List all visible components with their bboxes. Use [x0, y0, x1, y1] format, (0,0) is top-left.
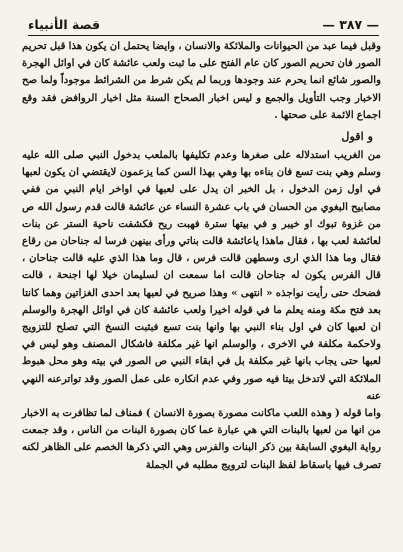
- page-header: [28, 10, 379, 36]
- page-number: — ٣٨٧ —: [322, 17, 379, 32]
- page-body: [22, 38, 381, 474]
- paragraph-1: وقبل فيما عبد من الحيوانات والملائكة والانسان ، وايضا يحتمل ان يكون هذا قبل تحريم الصور فان تحريم الصور كان عام الفتح على ما ثبت ولعب عائشة كان في اوائل الهجرة والصور شائع انما يحرم عند وجودها وربما لم يكن شرط من الشرائط موجوداً ولما صح الاخبار وجب التأويل والجمع و ليس اخبار الصحاح السنة مثل اخبار الروافض فقد وقع اجماع الائمة على صحتها .: [22, 40, 381, 121]
- paragraph-3: واما قوله ( وهذه اللعب ماكانت مصورة بصورة الانسان ) فمناف لما تظافرت به الاخبار من انها من لعبها بالبنات التي هي عبارة عما كان بصورة البنات من الناس ، وقد جمعت رواية البغوي السابقة بين ذكر البنات والفرس وهي التي ذكرها الخصم على الظاهر لكنه تصرف فيها باسقاط لفظ البنات لترويج مطلبه في الجملة: [22, 407, 381, 471]
- paragraph-2: من الغريب استدلاله على صغرها وعدم تكليفها بالملعب بدخول النبي صلى الله عليه وسلم وهي بنت تسع فان بناءه بها وهي بهذا السن كما يزعمون لايقتضي ان يكون لعبها في اول زمن الدخول ، بل الخبر ان يدل على لعبها في اواخر ايام النبي من ففي مصابيح البغوي من الحسان في باب عشرة النساء عن عائشة قالت قدم رسول الله ص من غزوة تبوك او خيبر و في بيتها سترة فهبت ريح فكشفت ناحية الستر عن بنات لعائشة لعب بها ، فقال ماهذا ياعائشة قالت بناتي ورأى بينهن فرسا له جناحان من رقاع فقال وما هذا الذي ارى وسطهن قالت فرس ، قال وما هذا الذي عليه قالت جناحان ، قال الفرس يكون له جناحان قالت اما سمعت ان لسليمان خيلا لها اجنحة ، قالت فضحك حتى رأيت نواجذه « انتهى » وهذا صريح في لعبها بعد احدى الغزاتين وهما كانتا بعد فتح مكة ومنه يعلم ما في قوله اخيرا ولعب عائشة كان في اوائل الهجرة والوسلم ان لعبها كان في اول بناء النبي بها وانها بنت تسع فبثبت النسخ التي تصلح للتزويج ولاحكمة مكلفة في الاخرى ، والوسلم انها غير مكلفة فاشكال المصنف وهو ليس في لعبها حتى يجاب بانها غير مكلفة بل في ابقاء النبي ص الصور في بيته وهو محل هبوط الملائكة التي لاتدخل بيتا فيه صور وفي عدم انكاره على عمل الصور وقد تواترعنه النهي عنه: [22, 149, 381, 402]
- section-heading: و اقول: [341, 129, 373, 144]
- running-title: قصة الأنبياء: [28, 17, 101, 32]
